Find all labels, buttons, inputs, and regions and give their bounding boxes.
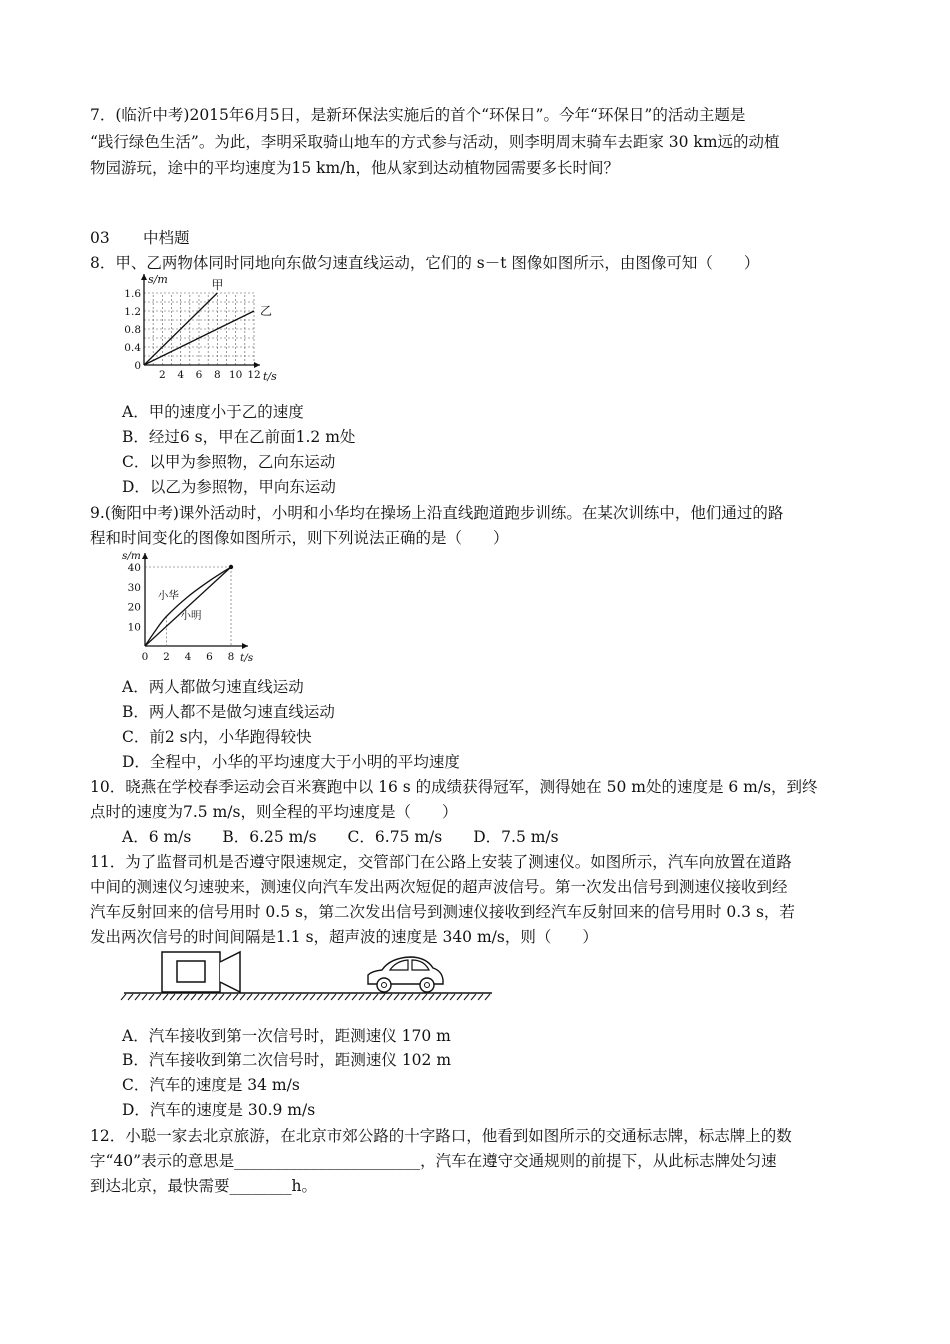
q9-option-c: C．前2 s内，小华跑得较快 [122, 728, 312, 746]
q8-y-tick-label: 0.4 [124, 342, 141, 354]
q8-option-c: C．以甲为参照物，乙向东运动 [122, 453, 336, 471]
q9-series-xiaoming [145, 567, 231, 646]
q9-y-tick-label: 40 [127, 562, 141, 574]
q12-line-1: 12．小聪一家去北京旅游，在北京市郊公路的十字路口，他看到如图所示的交通标志牌，标志牌上的数 [90, 1127, 792, 1145]
q7-line-2: “践行绿色生活”。为此，李明采取骑山地车的方式参与活动，则李明周末骑车去距家 30 km远的动植 [90, 133, 780, 151]
q9-y-tick-label: 20 [127, 601, 141, 614]
q8-series-label-1: 甲 [211, 278, 224, 292]
q8-x-tick-label: 8 [213, 369, 221, 381]
q9-x-tick-label: 6 [206, 651, 213, 663]
q8-option-b: B．经过6 s，甲在乙前面1.2 m处 [122, 428, 356, 446]
q8-series-label-2: 乙 [260, 304, 273, 318]
q8-x-tick-label: 4 [177, 369, 185, 381]
q11-line-2: 中间的测速仪匀速驶来，测速仪向汽车发出两次短促的超声波信号。第一次发出信号到测速仪接收到经 [90, 878, 788, 896]
q9-option-a: A．两人都做匀速直线运动 [122, 678, 304, 696]
q8-y-arrow [141, 274, 147, 280]
q7-line-3: 物园游玩，途中的平均速度为15 km/h，他从家到达动植物园需要多长时间？ [90, 159, 619, 177]
q8-st-graph [122, 270, 292, 382]
q11-line-4: 发出两次信号的时间间隔是1.1 s，超声波的速度是 340 m/s，则（ ） [90, 928, 598, 946]
car-icon [368, 957, 443, 992]
q9-line-2: 程和时间变化的图像如图所示，则下列说法正确的是（ ） [90, 529, 509, 547]
q9-y-arrow [142, 553, 148, 559]
q10-line-1: 10．晓燕在学校春季运动会百米赛跑中以 16 s 的成绩获得冠军，测得她在 50 m处的速度是 6 m/s，到终 [90, 778, 818, 796]
q9-x-tick-label: 8 [227, 651, 235, 663]
q9-line-1: 9.(衡阳中考)课外活动时，小明和小华均在操场上沿直线跑道跑步训练。在某次训练中，他们通过的路 [90, 504, 784, 522]
q9-x-tick-label: 2 [163, 651, 170, 663]
section-title: 中档题 [143, 229, 190, 247]
q10-line-2: 点时的速度为7.5 m/s，则全程的平均速度是（ ） [90, 803, 458, 821]
speed-radar-icon [162, 952, 240, 992]
q9-end-point [229, 565, 233, 569]
q8-x-tick-label: 2 [158, 369, 166, 381]
q11-option-d: D．汽车的速度是 30.9 m/s [122, 1101, 316, 1119]
q8-stem: 8．甲、乙两物体同时同地向东做匀速直线运动，它们的 s－t 图像如图所示，由图像可知（ ） [90, 254, 760, 272]
q10-options: A．6 m/s B．6.25 m/s C．6.75 m/s D．7.5 m/s [122, 828, 559, 846]
q9-x-axis-label: t/s [240, 652, 254, 664]
road-hatching [121, 994, 490, 1000]
q9-option-b: B．两人都不是做匀速直线运动 [122, 703, 335, 721]
q8-option-d: D．以乙为参照物，甲向东运动 [122, 478, 336, 496]
q8-x-tick-label: 6 [195, 369, 203, 381]
q9-x-arrow [242, 643, 248, 649]
q9-label-xiaoming: 小明 [180, 609, 202, 622]
q8-x-tick-label: 10 [228, 369, 243, 381]
q9-option-d: D．全程中，小华的平均速度大于小明的平均速度 [122, 753, 460, 771]
q9-y-tick-label: 10 [127, 621, 141, 634]
q9-st-graph [120, 545, 270, 665]
q12-line-2: 字“40”表示的意思是________________________，汽车在遵守交通规则的前提下，从此标志牌处匀速 [90, 1152, 777, 1170]
q8-x-arrow [254, 362, 260, 368]
q11-line-1: 11．为了监督司机是否遵守限速规定，交管部门在公路上安装了测速仪。如图所示，汽车向放置在道路 [90, 853, 792, 871]
q8-y-tick-label: 0 [134, 360, 141, 372]
q8-y-tick-label: 0.8 [124, 324, 141, 336]
q8-x-tick-label: 12 [247, 369, 261, 381]
q11-line-3: 汽车反射回来的信号用时 0.5 s，第二次发出信号到测速仪接收到经汽车反射回来的信号用时 0.3 s，若 [90, 903, 795, 921]
q11-speed-radar-figure [120, 948, 500, 1010]
q9-y-tick-label: 30 [127, 581, 141, 594]
q9-x-tick-label: 4 [184, 651, 192, 663]
q8-y-tick-label: 1.6 [124, 288, 141, 300]
q8-y-axis-label: s/m [148, 273, 168, 286]
q9-label-xiaohua: 小华 [157, 589, 179, 602]
q11-option-b: B．汽车接收到第二次信号时，距测速仪 102 m [122, 1051, 452, 1069]
q8-y-tick-label: 1.2 [124, 306, 141, 318]
q12-line-3: 到达北京，最快需要________h。 [90, 1177, 317, 1195]
q8-option-a: A．甲的速度小于乙的速度 [122, 403, 304, 421]
q9-y-axis-label: s/m [122, 550, 141, 562]
q7-line-1: 7．(临沂中考)2015年6月5日，是新环保法实施后的首个“环保日”。今年“环保日”的活动主题是 [90, 106, 746, 124]
section-number: 03 [90, 229, 110, 247]
q8-x-axis-label: t/s [263, 370, 277, 382]
q9-x-tick-label: 0 [141, 651, 149, 663]
q11-option-c: C．汽车的速度是 34 m/s [122, 1076, 300, 1094]
q11-option-a: A．汽车接收到第一次信号时，距测速仪 170 m [122, 1027, 451, 1045]
